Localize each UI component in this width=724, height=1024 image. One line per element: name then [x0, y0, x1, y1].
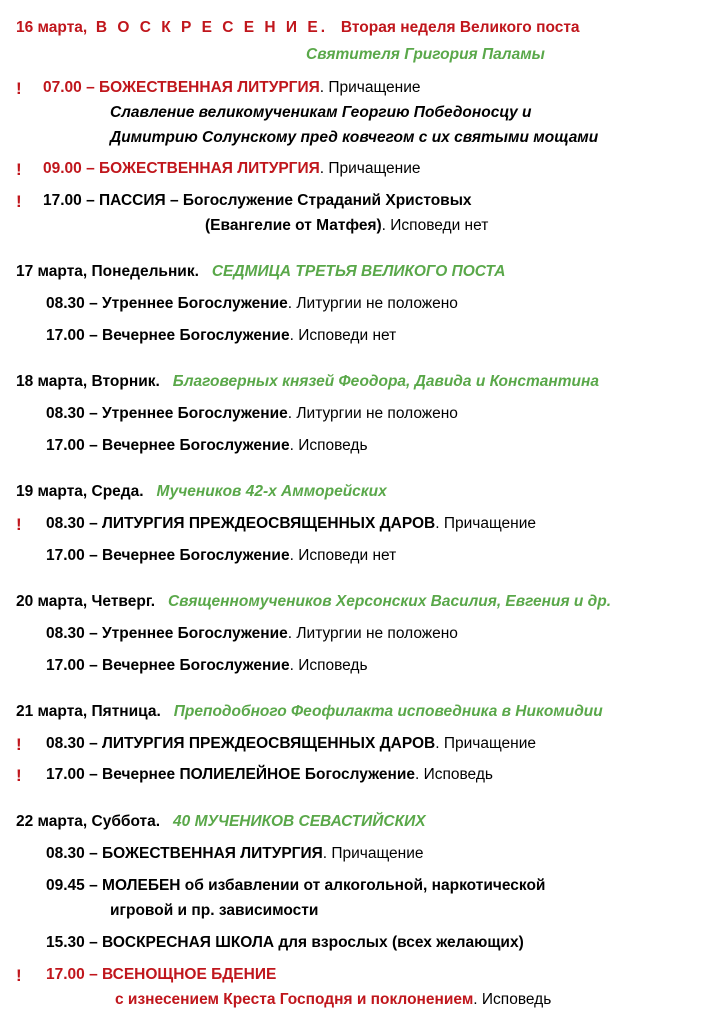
- day-header-21: [16, 702, 603, 722]
- glorification-line-1: Славление великомученикам Георгию Победоносцу и: [110, 104, 532, 121]
- service-18-1700: [46, 436, 368, 456]
- time: 17.00 –: [46, 327, 98, 344]
- important-mark: !: [16, 79, 22, 98]
- service-name: ЛИТУРГИЯ ПРЕЖДЕОСВЯЩЕННЫХ ДАРОВ: [102, 515, 436, 532]
- feast-20: Священномучеников Херсонских Василия, Евгения и др.: [167, 593, 612, 610]
- time: 08.30 –: [46, 515, 98, 532]
- service-name: Утреннее Богослужение: [102, 405, 288, 422]
- feast-22: 40 МУЧЕНИКОВ СЕВАСТИЙСКИХ: [173, 813, 426, 830]
- date-19: 19 марта, Среда.: [16, 483, 144, 500]
- service-name: ПАССИЯ – Богослужение Страданий Христовых: [99, 192, 472, 209]
- date-21: 21 марта, Пятница.: [16, 703, 161, 720]
- day-header-17: [16, 262, 505, 282]
- service-note: . Исповеди нет: [289, 547, 397, 564]
- vigil-continuation: [115, 990, 551, 1010]
- service-note: . Исповеди нет: [381, 217, 489, 234]
- service-note: . Исповедь: [289, 437, 368, 454]
- feast-18: Благоверных князей Феодора, Давида и Константина: [172, 373, 599, 390]
- date-18: 18 марта, Вторник.: [16, 373, 160, 390]
- service-name: ЛИТУРГИЯ ПРЕЖДЕОСВЯЩЕННЫХ ДАРОВ: [102, 735, 436, 752]
- service-name: Утреннее Богослужение: [102, 295, 288, 312]
- time: 09.00 –: [43, 160, 95, 177]
- service-name: Вечернее Богослужение: [102, 547, 290, 564]
- glorification-line-2: Димитрию Солунскому пред ковчегом с их святыми мощами: [110, 129, 599, 146]
- service-note: . Исповеди нет: [289, 327, 397, 344]
- service-22-0945: [46, 876, 545, 896]
- service-22-1700: [46, 965, 276, 985]
- service-note: . Исповедь: [289, 657, 368, 674]
- time: 08.30 –: [46, 295, 98, 312]
- important-mark: !: [16, 192, 22, 211]
- service-note: . Литургии не положено: [287, 625, 458, 642]
- service-22-0830: [46, 844, 424, 864]
- important-mark: !: [16, 966, 22, 985]
- service-17-0830: [46, 294, 458, 314]
- service-name: Вечернее Богослужение: [102, 437, 290, 454]
- service-name: Вечернее ПОЛИЕЛЕЙНОЕ Богослужение: [102, 766, 415, 783]
- service-name: Вечернее Богослужение: [102, 327, 290, 344]
- time: 07.00 –: [43, 79, 95, 96]
- day-header-19: [16, 482, 387, 502]
- service-note: . Причащение: [435, 515, 537, 532]
- time: 17.00 –: [46, 657, 98, 674]
- gospel-reference: (Евангелие от Матфея): [205, 217, 382, 234]
- important-mark: !: [16, 515, 22, 534]
- service-22-1530: [46, 933, 524, 953]
- service-20-1700: [46, 656, 368, 676]
- time: 09.45 –: [46, 877, 98, 894]
- time: 08.30 –: [46, 735, 98, 752]
- service-note: . Причащение: [319, 160, 421, 177]
- moleben-continuation: игровой и пр. зависимости: [110, 902, 319, 919]
- service-note: . Литургии не положено: [287, 295, 458, 312]
- service-19-1700: [46, 546, 396, 566]
- date-22: 22 марта, Суббота.: [16, 813, 161, 830]
- important-mark: !: [16, 735, 22, 754]
- service-17-1700: [46, 326, 396, 346]
- service-note: . Литургии не положено: [287, 405, 458, 422]
- service-18-0830: [46, 404, 458, 424]
- saint-16: Святителя Григория Паламы: [306, 46, 545, 63]
- time: 17.00 –: [46, 547, 98, 564]
- gospel-line: [205, 216, 488, 236]
- important-mark: !: [16, 766, 22, 785]
- time: 17.00 –: [46, 966, 98, 983]
- date-17: 17 марта, Понедельник.: [16, 263, 199, 280]
- service-21-1700: [46, 765, 493, 785]
- service-21-0830: [46, 734, 536, 754]
- time: 17.00 –: [46, 766, 98, 783]
- time: 17.00 –: [46, 437, 98, 454]
- service-name: ВСЕНОЩНОЕ БДЕНИЕ: [102, 966, 277, 983]
- time: 08.30 –: [46, 845, 98, 862]
- service-note: . Причащение: [322, 845, 424, 862]
- date-20: 20 марта, Четверг.: [16, 593, 156, 610]
- service-name: МОЛЕБЕН об избавлении от алкогольной, наркотической: [102, 877, 546, 894]
- day-header-20: [16, 592, 611, 612]
- feast-17: СЕДМИЦА ТРЕТЬЯ ВЕЛИКОГО ПОСТА: [211, 263, 506, 280]
- time: 17.00 –: [43, 192, 95, 209]
- service-16-1700: [43, 191, 472, 211]
- service-note: . Исповедь: [473, 991, 552, 1008]
- week-title-16: Вторая неделя Великого поста: [340, 19, 580, 36]
- feast-21: Преподобного Феофилакта исповедника в Никомидии: [173, 703, 603, 720]
- service-name: Вечернее Богослужение: [102, 657, 290, 674]
- service-name: ВОСКРЕСНАЯ ШКОЛА для взрослых (всех желающих): [102, 934, 524, 951]
- service-name: Утреннее Богослужение: [102, 625, 288, 642]
- time: 08.30 –: [46, 625, 98, 642]
- service-19-0830: [46, 514, 536, 534]
- service-note: . Исповедь: [414, 766, 493, 783]
- vigil-detail: с изнесением Креста Господня и поклонением: [115, 991, 474, 1008]
- day-header-18: [16, 372, 599, 392]
- service-20-0830: [46, 624, 458, 644]
- time: 08.30 –: [46, 405, 98, 422]
- day-header-16: [16, 18, 580, 38]
- day-header-22: [16, 812, 426, 832]
- important-mark: !: [16, 160, 22, 179]
- feast-19: Мучеников 42-х Амморейских: [156, 483, 387, 500]
- service-note: . Причащение: [319, 79, 421, 96]
- service-name: БОЖЕСТВЕННАЯ ЛИТУРГИЯ: [99, 79, 320, 96]
- service-16-0900: [43, 159, 421, 179]
- service-name: БОЖЕСТВЕННАЯ ЛИТУРГИЯ: [99, 160, 320, 177]
- time: 15.30 –: [46, 934, 98, 951]
- service-16-0700: [43, 78, 421, 98]
- weekday-16: В О С К Р Е С Е Н И Е.: [95, 19, 328, 36]
- service-name: БОЖЕСТВЕННАЯ ЛИТУРГИЯ: [102, 845, 323, 862]
- date-16: 16 марта,: [16, 19, 88, 36]
- service-note: . Причащение: [435, 735, 537, 752]
